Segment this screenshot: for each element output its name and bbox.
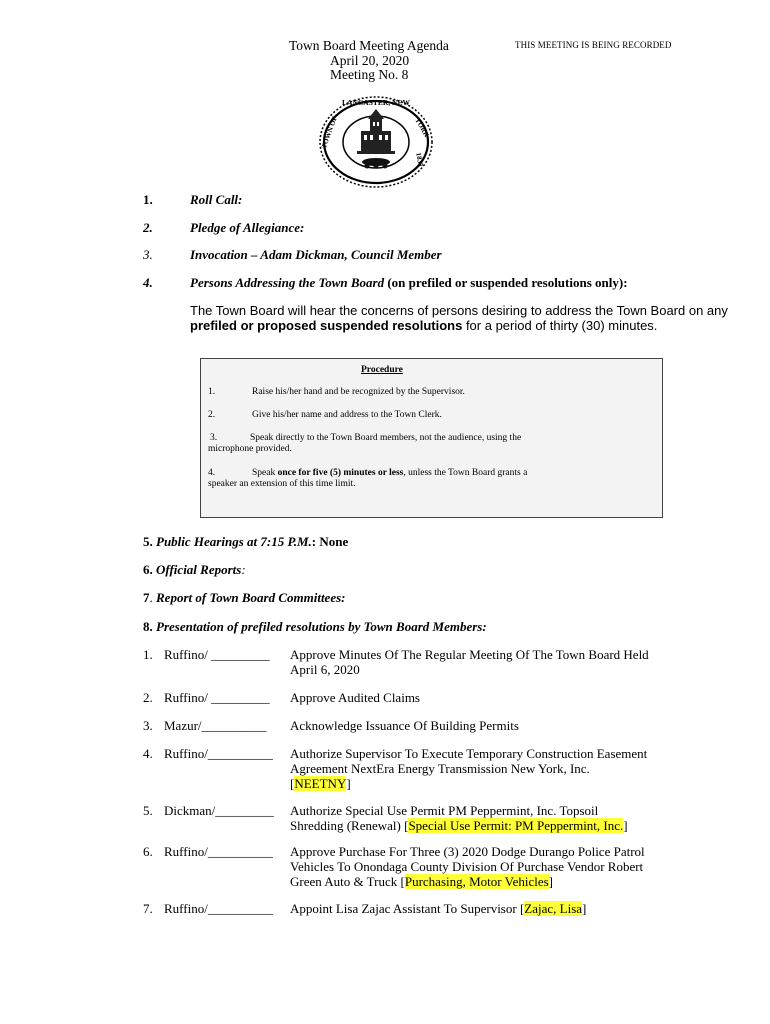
resolution-6-last-pre: Green Auto & Truck [290, 874, 401, 889]
resolution-1-number: 1. [143, 647, 153, 662]
step-4-bold: once for five (5) minutes or less [277, 468, 404, 478]
resolution-5-last-pre: Shredding (Renewal) [290, 818, 405, 833]
resolution-2-number: 2. [143, 690, 153, 705]
item-6-suffix: : [241, 562, 246, 577]
meeting-date: April 20, 2020 [330, 53, 410, 68]
agenda-item-5 [143, 534, 348, 549]
item-7-number: 7 [143, 590, 150, 605]
item-3-text: Invocation – Adam Dickman, Council Member [190, 247, 442, 262]
resolution-7-number: 7. [143, 901, 153, 916]
svg-text:TOWN OF: TOWN OF [319, 115, 339, 150]
item-1-number: 1. [143, 192, 153, 207]
town-seal-graphic [317, 95, 435, 189]
resolution-3-sponsor: Mazur/__________ [164, 718, 267, 733]
svg-text:YORK: YORK [413, 116, 431, 139]
procedure-step-3 [208, 433, 648, 455]
item-4-number: 4. [143, 275, 153, 290]
resolution-5-tag: Special Use Permit: PM Peppermint, Inc. [408, 818, 624, 833]
item-8-text: Presentation of prefiled resolutions by Town Board Members: [156, 619, 487, 634]
resolution-5-sponsor: Dickman/_________ [164, 803, 274, 818]
step-1-number: 1. [208, 387, 216, 397]
resolution-6-line-2: Vehicles To Onondaga County Division Of Purchase Vendor Robert [290, 859, 644, 874]
svg-text:LANCASTER, NEW: LANCASTER, NEW [342, 98, 410, 107]
resolution-4-number: 4. [143, 746, 153, 761]
meeting-number: Meeting No. 8 [330, 67, 409, 82]
agenda-item-8 [143, 619, 487, 634]
resolution-2-line-1: Approve Audited Claims [290, 690, 420, 705]
resolution-4-line-1: Authorize Supervisor To Execute Temporary Construction Easement [290, 746, 648, 761]
agenda-item-7 [143, 590, 345, 605]
item-5-text: Public Hearings at 7:15 P.M. [156, 534, 312, 549]
item-7-sep: . [149, 590, 156, 605]
agenda-title: Town Board Meeting Agenda [289, 38, 449, 53]
resolution-4-tag: NEETNY [294, 776, 347, 791]
procedure-title: Procedure [361, 365, 403, 375]
resolution-6-number: 6. [143, 844, 153, 859]
resolution-1-line-2: April 6, 2020 [290, 662, 360, 677]
resolution-4-sponsor: Ruffino/__________ [164, 746, 273, 761]
resolution-3-number: 3. [143, 718, 153, 733]
item-3-number: 3. [143, 247, 153, 262]
persons-text-bold: prefiled or proposed suspended resolutions [190, 318, 463, 333]
persons-text-1: The Town Board will hear the concerns of persons desiring to address the Town Board on any [190, 303, 728, 318]
step-3-text: Speak directly to the Town Board members, not the audience, using the [250, 433, 522, 443]
procedure-box [200, 358, 663, 518]
step-4-text: , unless the Town Board grants a [403, 468, 528, 478]
item-6-text: Official Reports [156, 562, 242, 577]
step-2-number: 2. [208, 410, 216, 420]
resolution-6-sponsor: Ruffino/__________ [164, 844, 273, 859]
resolution-7-tag: Zajac, Lisa [524, 901, 583, 916]
step-3-number: 3. [210, 433, 218, 443]
item-6-number: 6. [143, 562, 153, 577]
item-8-number: 8. [143, 619, 153, 634]
resolution-6-line-1: Approve Purchase For Three (3) 2020 Dodge Durango Police Patrol [290, 844, 645, 859]
procedure-step-1 [208, 387, 465, 398]
resolution-3-line-1: Acknowledge Issuance Of Building Permits [290, 718, 519, 733]
item-4-text: Persons Addressing the Town Board [190, 275, 385, 290]
svg-text:1833: 1833 [414, 152, 425, 168]
item-5-number: 5. [143, 534, 153, 549]
step-4-number: 4. [208, 468, 216, 478]
agenda-item-6 [143, 562, 246, 577]
persons-paragraph [190, 303, 730, 333]
item-4-suffix: (on prefiled or suspended resolutions only): [387, 275, 628, 290]
item-2-number: 2. [143, 220, 153, 235]
resolution-6-tag: Purchasing, Motor Vehicles [404, 874, 549, 889]
step-4-pre: Speak [252, 468, 278, 478]
persons-text-2: for a period of thirty (30) minutes. [462, 318, 658, 333]
step-3-cont: microphone provided. [208, 444, 292, 454]
resolution-5-line-1: Authorize Special Use Permit PM Peppermint, Inc. Topsoil [290, 803, 599, 818]
item-7-text: Report of Town Board Committees: [156, 590, 346, 605]
resolution-7-sponsor: Ruffino/__________ [164, 901, 273, 916]
step-4-cont: speaker an extension of this time limit. [208, 479, 356, 489]
town-seal [317, 95, 435, 189]
item-5-suffix: : None [311, 534, 349, 549]
resolution-1-sponsor: Ruffino/ _________ [164, 647, 270, 662]
step-1-text: Raise his/her hand and be recognized by the Supervisor. [252, 387, 465, 397]
resolution-7-last-pre: Appoint Lisa Zajac Assistant To Supervisor [290, 901, 520, 916]
procedure-step-2 [208, 410, 442, 421]
resolution-5-number: 5. [143, 803, 153, 818]
step-2-text: Give his/her name and address to the Town Clerk. [252, 410, 442, 420]
procedure-step-4 [208, 468, 648, 490]
resolution-4-line-2: Agreement NextEra Energy Transmission New York, Inc. [290, 761, 590, 776]
item-2-text: Pledge of Allegiance: [190, 220, 305, 235]
recorded-notice: THIS MEETING IS BEING RECORDED [515, 40, 672, 50]
resolution-2-sponsor: Ruffino/ _________ [164, 690, 270, 705]
resolution-1-line-1: Approve Minutes Of The Regular Meeting Of The Town Board Held [290, 647, 649, 662]
item-1-text: Roll Call: [190, 192, 243, 207]
